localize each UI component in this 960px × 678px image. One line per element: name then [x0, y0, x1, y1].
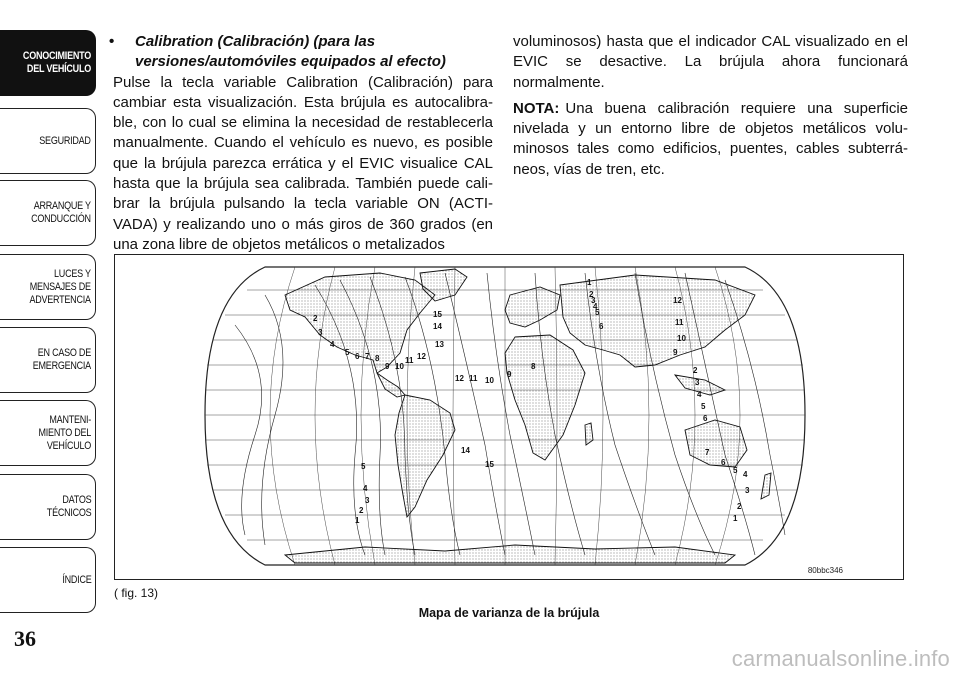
- zone-label: 2: [313, 314, 318, 323]
- tab-seguridad[interactable]: [0, 108, 96, 174]
- tab-label: ÍNDICE: [61, 573, 91, 586]
- tab-label: SEGURIDAD: [39, 134, 91, 147]
- zone-label: 3: [745, 486, 750, 495]
- tab-label: LUCES Y MENSAJES DE ADVERTENCIA: [29, 267, 91, 306]
- zone-label: 14: [461, 446, 470, 455]
- zone-label: 5: [733, 466, 738, 475]
- zone-label: 3: [365, 496, 370, 505]
- zone-label: 9: [385, 362, 390, 371]
- tab-label: MANTENI- MIENTO DEL VEHÍCULO: [38, 413, 91, 452]
- body-right: voluminosos) hasta que el indicador CAL visualizado en el EVIC se desactive. La brújula ahora funcionará normalmente.: [513, 33, 908, 91]
- tab-label: DATOS TÉCNICOS: [46, 494, 91, 519]
- left-column: [109, 32, 493, 255]
- zone-label: 1: [733, 514, 738, 523]
- tab-en-caso-de-emergencia[interactable]: [0, 327, 96, 393]
- right-column: [513, 32, 908, 180]
- bullet-title-line1: Calibration (Calibración) (para las: [135, 33, 376, 50]
- zone-label: 4: [743, 470, 748, 479]
- zone-label: 1: [587, 278, 592, 287]
- zone-label: 2: [737, 502, 742, 511]
- zone-label: 3: [695, 378, 700, 387]
- zone-label: 5: [345, 348, 350, 357]
- tab-datos-tecnicos[interactable]: [0, 474, 96, 540]
- section-sidebar: [0, 0, 100, 678]
- zone-label: 15: [485, 460, 494, 469]
- zone-label: 4: [593, 302, 598, 311]
- zone-label: 6: [355, 352, 360, 361]
- note-label: NOTA:: [513, 99, 560, 117]
- zone-label: 4: [697, 390, 702, 399]
- body-left: Pulse la tecla variable Calibration (Calibración) para cambiar esta visualización. Esta brújula es autocalibra-ble, con lo cual se elimina la necesidad de restablecerla manualmente. Cuando el vehículo es nuevo, es posible que la brújula parezca errática y el EVIC visualice CAL hasta que la brújula sea calibrada. También puede cali-brar la brújula pulsando la tecla variable ON (ACTI-VADA) y realizando uno o más giros de 360 grados (en una zona libre de objetos metálicos o metalizados: [113, 73, 493, 253]
- tab-label: ARRANQUE Y CONDUCCIÓN: [31, 200, 91, 225]
- zone-label: 6: [599, 322, 604, 331]
- zone-label: 11: [675, 318, 684, 327]
- figure-caption: Mapa de varianza de la brújula: [418, 606, 600, 620]
- zone-label: 1: [355, 516, 360, 525]
- zone-label: 8: [531, 362, 536, 371]
- bullet-icon: •: [109, 33, 115, 50]
- zone-label: 3: [591, 296, 596, 305]
- zone-label: 11: [405, 356, 414, 365]
- world-map-illustration: [115, 255, 903, 579]
- zone-label: 5: [595, 308, 600, 317]
- zone-label: 10: [677, 334, 686, 343]
- zone-label: 8: [375, 354, 380, 363]
- zone-label: 2: [693, 366, 698, 375]
- compass-variance-map: [114, 254, 904, 580]
- figure-reference: ( fig. 13): [114, 586, 159, 600]
- zone-label: 13: [435, 340, 444, 349]
- zone-label: 4: [363, 484, 368, 493]
- zone-label: 15: [433, 310, 442, 319]
- zone-label: 9: [673, 348, 678, 357]
- page-number: 36: [14, 626, 36, 651]
- tab-conocimiento-del-vehiculo[interactable]: [0, 30, 96, 96]
- zone-label: 10: [395, 362, 404, 371]
- bullet-title-line2: versiones/automóviles equipados al efecto): [135, 53, 446, 71]
- zone-label: 6: [703, 414, 708, 423]
- zone-label: 14: [433, 322, 442, 331]
- zone-label: 7: [705, 448, 710, 457]
- tab-arranque-y-conduccion[interactable]: [0, 180, 96, 246]
- tab-luces-y-mensajes[interactable]: [0, 254, 96, 320]
- tab-mantenimiento[interactable]: [0, 400, 96, 466]
- zone-label: 6: [721, 458, 726, 467]
- note: [513, 99, 908, 180]
- note-text: Una buena calibración requiere una superficie nivelada y un entorno libre de objetos metálicos volu-minosos tales como edificios, puentes, cables subterrá-neos, vías de tren, etc.: [513, 99, 908, 178]
- zone-label: 2: [359, 506, 364, 515]
- zone-label: 12: [455, 374, 464, 383]
- zone-label: 5: [361, 462, 366, 471]
- zone-label: 3: [318, 328, 323, 337]
- tab-label: EN CASO DE EMERGENCIA: [32, 347, 91, 372]
- zone-label: 2: [589, 290, 594, 299]
- zone-label: 10: [485, 376, 494, 385]
- bullet-title: [109, 32, 493, 73]
- zone-label: 7: [365, 352, 370, 361]
- watermark: carmanualsonline.info: [731, 646, 950, 671]
- figure-code: 80bbc346: [807, 566, 843, 575]
- tab-label: CONOCIMIENTO DEL VEHÍCULO: [22, 50, 91, 75]
- zone-label: 12: [673, 296, 682, 305]
- tab-indice[interactable]: [0, 547, 96, 613]
- zone-label: 11: [469, 374, 478, 383]
- zone-label: 12: [417, 352, 426, 361]
- zone-label: 5: [701, 402, 706, 411]
- zone-label: 4: [330, 340, 335, 349]
- zone-label: 9: [507, 370, 512, 379]
